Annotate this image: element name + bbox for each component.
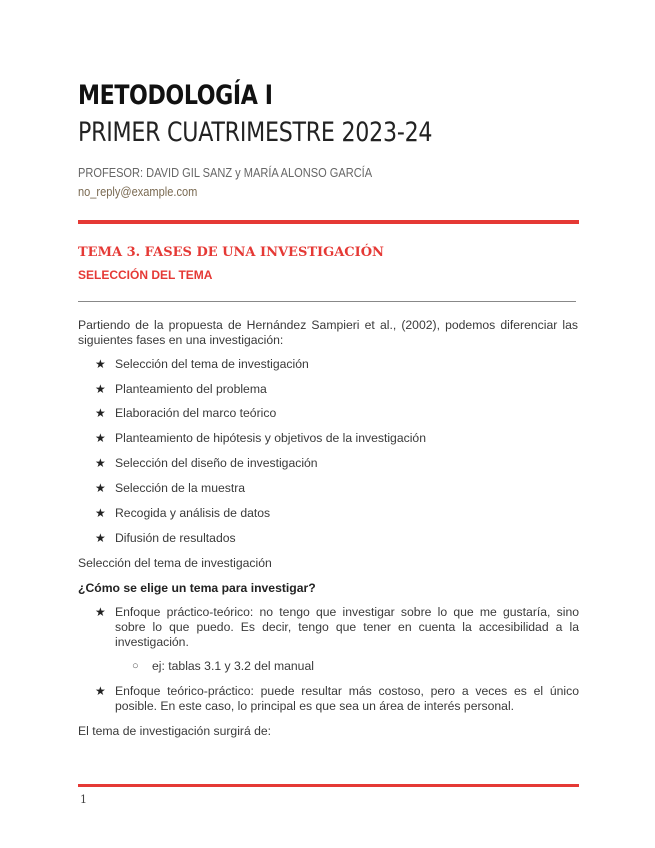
body-text: Selección del tema de investigación bbox=[78, 556, 272, 570]
section-title: TEMA 3. FASES DE UNA INVESTIGACIÓN bbox=[78, 245, 384, 260]
star-bullet-icon: ★ bbox=[95, 481, 106, 495]
star-bullet-icon: ★ bbox=[95, 431, 106, 445]
star-bullet-icon: ★ bbox=[95, 382, 106, 396]
course-term: PRIMER CUATRIMESTRE 2023-24 bbox=[78, 117, 433, 148]
intro-paragraph: Partiendo de la propuesta de Hernández Sampieri et al., (2002), podemos diferenciar las siguientes fases en una investigación: bbox=[78, 318, 578, 347]
page-number: 1 bbox=[80, 793, 87, 806]
circle-bullet-icon: ○ bbox=[132, 660, 139, 672]
star-bullet-icon: ★ bbox=[95, 406, 106, 420]
course-title: METODOLOGÍA I bbox=[78, 80, 273, 111]
star-bullet-icon: ★ bbox=[95, 357, 106, 371]
star-bullet-icon: ★ bbox=[95, 605, 106, 619]
question-heading: ¿Cómo se elige un tema para investigar? bbox=[78, 581, 316, 595]
footer-divider bbox=[78, 784, 579, 787]
body-text: El tema de investigación surgirá de: bbox=[78, 724, 272, 738]
star-bullet-icon: ★ bbox=[95, 506, 106, 520]
star-bullet-icon: ★ bbox=[95, 684, 106, 698]
star-bullet-icon: ★ bbox=[95, 531, 106, 545]
section-subheading: SELECCIÓN DEL TEMA bbox=[78, 268, 213, 282]
document-page: METODOLOGÍA I PRIMER CUATRIMESTRE 2023-24 PROFESOR: DAVID GIL SANZ y MARÍA ALONSO GARCÍA no_reply@example.com TEMA 3. FASES DE UNA INVESTIGACIÓN SELECCIÓN DEL TEMA Partiendo de la propuesta de Hernández Sampieri et al., (2002), podemos diferenciar las siguientes fases en una investigación: ★ Selección del tema de investigación ★ Planteamiento del problema ★ Elaboración del marco teórico ★ Planteamiento de hipótesis y objetivos de la investigación ★ Selección del diseño de investigación ★ Selección de la muestra ★ Recogida y análisis de datos ★ Difusión de resultados Selección del tema de investigación ¿Cómo se elige un tema para investigar? ★ Enfoque práctico-teórico: no tengo que investigar sobre lo que me gustaría, sino sobre lo que puedo. Es decir, tengo que tener en cuenta la accesibilidad a la investigación. ○ ej: tablas 3.1 y 3.2 del manual ★ Enfoque teórico-práctico: puede resultar más costoso, pero a veces es el único posible. En este caso, lo principal es que sea un área de interés personal. El tema de investigación surgirá de: 1 bbox=[78, 80, 579, 806]
star-bullet-icon: ★ bbox=[95, 456, 106, 470]
header-divider bbox=[78, 220, 579, 224]
contact-email: no_reply@example.com bbox=[78, 184, 198, 199]
subheading-rule bbox=[78, 301, 576, 302]
professor-line: PROFESOR: DAVID GIL SANZ y MARÍA ALONSO GARCÍA bbox=[78, 165, 373, 180]
